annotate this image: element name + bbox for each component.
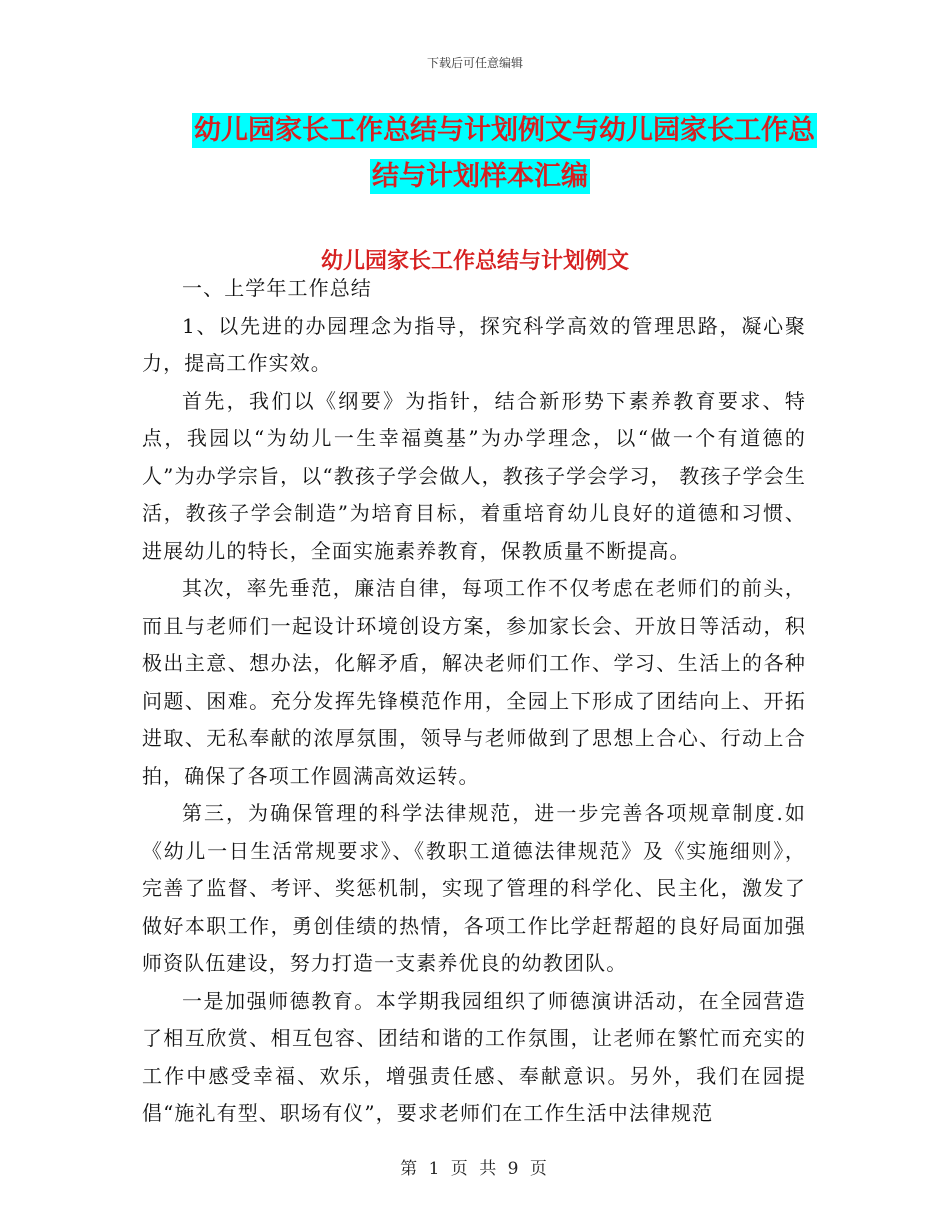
page-footer (0, 1154, 950, 1179)
paragraph: 其次，率先垂范，廉洁自律，每项工作不仅考虑在老师们的前头，而且与老师们一起设计环境创设方案，参加家长会、开放日等活动，积极出主意、想办法，化解矛盾，解决老师们工作、学习、生活上的各种问题、困难。充分发挥先锋模范作用，全园上下形成了团结向上、开拓进取、无私奉献的浓厚氛围，领导与老师做到了思想上合心、行动上合拍，确保了各项工作圆满高效运转。 (142, 576, 806, 788)
document-title-line-2 (370, 154, 820, 200)
paragraph: 1、以先进的办园理念为指导，探究科学高效的管理思路，凝心聚力，提高工作实效。 (142, 313, 806, 375)
document-title (180, 108, 820, 200)
body-text (142, 270, 806, 1133)
page-header (0, 54, 950, 71)
paragraph: 第三，为确保管理的科学法律规范，进一步完善各项规章制度.如《幼儿一日生活常规要求》、《教职工道德法律规范》及《实施细则》，完善了监督、考评、奖惩机制，实现了管理的科学化、民主化，激发了做好本职工作，勇创佳绩的热情，各项工作比学赶帮超的良好局面加强师资队伍建设，努力打造一支素养优良的幼教团队。 (142, 801, 806, 975)
document-title-line-1 (192, 108, 820, 154)
header-note: 下载后可任意编辑 (426, 56, 523, 70)
title-highlight: 幼儿园家长工作总结与计划例文与幼儿园家长工作总 (194, 115, 815, 146)
title-highlight: 结与计划样本汇编 (372, 161, 588, 192)
paragraph: 首先，我们以《纲要》为指针，结合新形势下素养教育要求、特点，我园以“为幼儿一生幸福奠基”为办学理念，以“做一个有道德的人”为办学宗旨，以“教孩子学会做人，教孩子学会学习， 教孩子学会生活，教孩子学会制造”为培育目标，着重培育幼儿良好的道德和习惯、进展幼儿的特长，全面实施素养教育，保教质量不断提高。 (142, 388, 806, 563)
paragraph: 一、上学年工作总结 (182, 276, 372, 300)
section-title: 幼儿园家长工作总结与计划例文 (320, 248, 629, 274)
page-indicator: 第 1 页 共 9 页 (400, 1159, 550, 1179)
paragraph: 一是加强师德教育。本学期我园组织了师德演讲活动，在全园营造了相互欣赏、相互包容、团结和谐的工作氛围，让老师在繁忙而充实的工作中感受幸福、欢乐，增强责任感、奉献意识。另外，我们在园提倡“施礼有型、职场有仪”，要求老师们在工作生活中法律规范 (142, 988, 806, 1125)
